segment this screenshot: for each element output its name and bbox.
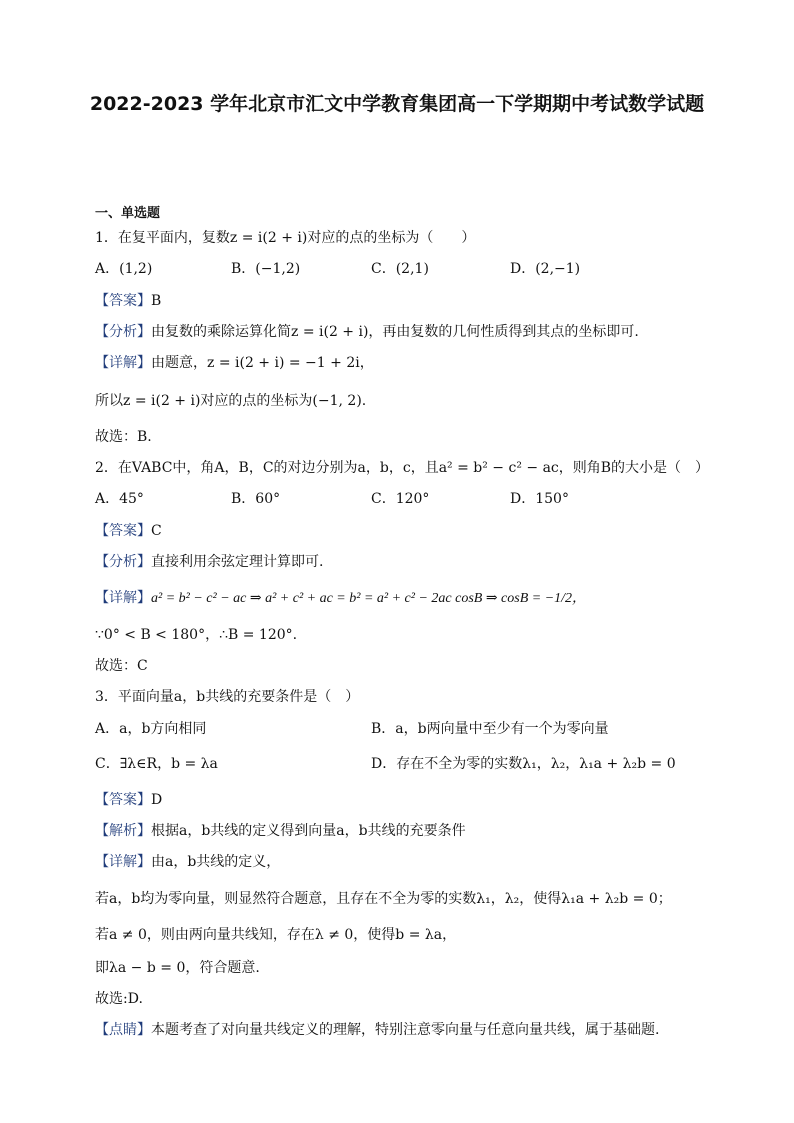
q3-answer [95,790,162,810]
q3-stem: 3．平面向量a，b共线的充要条件是（ ） [95,689,360,705]
q1-analysis [95,322,639,342]
q3-detail-line-4: 即λa − b = 0，符合题意. [95,960,260,976]
q3-detail-line-2: 若a，b均为零向量，则显然符合题意，且存在不全为零的实数λ₁，λ₂，使得λ₁a + λ₂b = 0； [95,891,672,907]
q2-stem: 2．在VABC中，角A，B，C的对边分别为a，b，c，且a² = b² − c² − ac，则角B的大小是（ ） [95,460,710,476]
q3-option-b: B．a，b两向量中至少有一个为零向量 [371,721,609,737]
detail-tag: 【详解】 [95,590,151,606]
q3-detail-line-3: 若a ≠ 0，则由两向量共线知，存在λ ≠ 0，使得b = λa， [95,927,457,943]
q1-conclusion: 故选：B. [95,429,152,445]
detail-tag: 【详解】 [95,854,151,870]
q3-option-d: D．存在不全为零的实数λ₁，λ₂，λ₁a + λ₂b = 0 [371,756,676,772]
detail-tag: 【详解】 [95,355,151,371]
detail-text: 由题意，z = i(2 + i) = −1 + 2i， [151,355,374,371]
q1-detail-line: 所以z = i(2 + i)对应的点的坐标为(−1, 2). [95,393,367,409]
q3-option-c: C．∃λ∈R，b = λa [95,756,218,772]
section-heading: 一、单选题 [95,206,161,221]
comment-tag: 【点睛】 [95,1022,151,1038]
page-title: 2022-2023 学年北京市汇文中学教育集团高一下学期期中考试数学试题 [89,93,705,115]
q2-analysis [95,552,323,572]
q1-detail [95,353,374,373]
q3-detail [95,852,280,872]
analysis-tag: 【分析】 [95,554,151,570]
q2-answer [95,521,162,541]
q1-option-a: A．(1,2) [95,261,153,277]
q2-conclusion: 故选：C [95,658,148,674]
answer-value: D [151,792,163,808]
q2-option-a: A．45° [95,491,144,507]
q3-analysis [95,821,466,841]
q3-option-a: A．a，b方向相同 [95,721,207,737]
answer-tag: 【答案】 [95,792,151,808]
q2-option-b: B．60° [231,491,281,507]
q2-detail [95,588,586,609]
analysis-text: 直接利用余弦定理计算即可. [151,554,324,570]
answer-tag: 【答案】 [95,293,151,309]
q2-detail-line: ∵0° < B < 180°，∴B = 120°. [95,627,298,643]
comment-text: 本题考查了对向量共线定义的理解，特别注意零向量与任意向量共线，属于基础题. [151,1022,660,1038]
analysis-text: 根据a，b共线的定义得到向量a，b共线的充要条件 [151,823,466,839]
q1-stem: 1．在复平面内，复数z = i(2 + i)对应的点的坐标为（ ） [95,230,476,246]
q1-option-b: B．(−1,2) [231,261,301,277]
q1-answer [95,291,161,311]
analysis-tag: 【分析】 [95,324,151,340]
analysis-text: 由复数的乘除运算化简z = i(2 + i)，再由复数的几何性质得到其点的坐标即可. [151,324,639,340]
detail-text: a² = b² − c² − ac ⇒ a² + c² + ac = b² = a² + c² − 2ac cosB ⇒ cosB = −1/2， [151,591,587,606]
detail-text: 由a，b共线的定义， [151,854,281,870]
q2-option-c: C．120° [371,491,430,507]
q3-comment [95,1020,659,1040]
answer-value: C [151,523,162,539]
answer-value: B [151,293,162,309]
q2-option-d: D．150° [510,491,569,507]
q1-option-c: C．(2,1) [371,261,429,277]
analysis-tag: 【解析】 [95,823,151,839]
answer-tag: 【答案】 [95,523,151,539]
q1-option-d: D．(2,−1) [510,261,581,277]
q3-conclusion: 故选:D. [95,991,143,1007]
